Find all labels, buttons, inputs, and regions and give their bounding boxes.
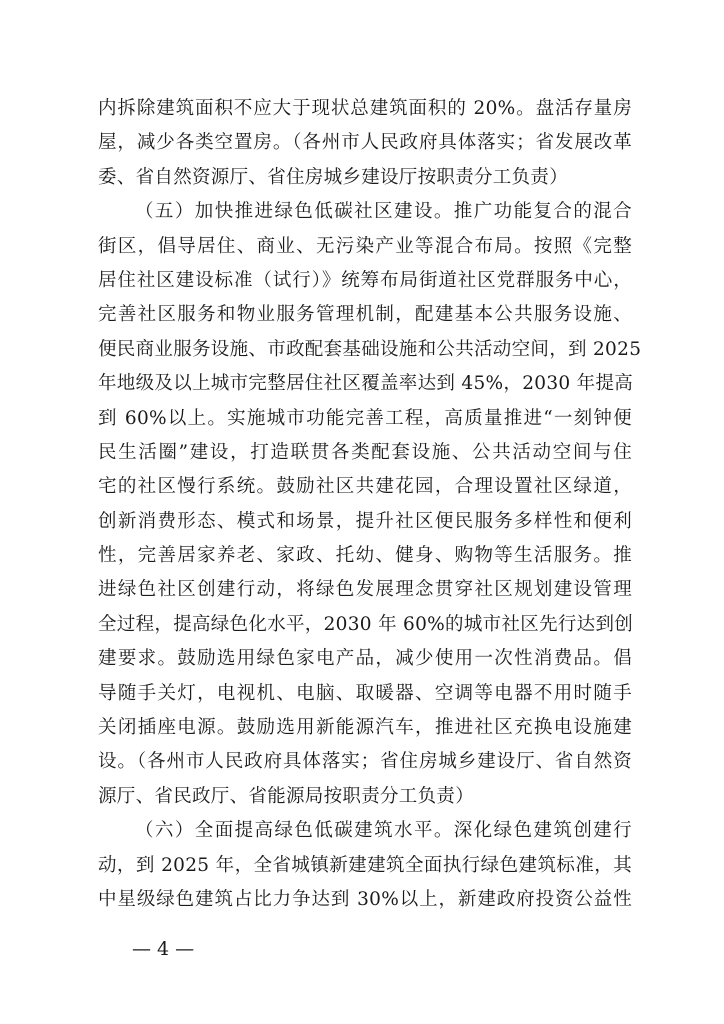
text-line: 便民商业服务设施、市政配套基础设施和公共活动空间，到 2025 bbox=[98, 338, 642, 360]
text-line: 街区，倡导居住、商业、无污染产业等混合布局。按照《完整 bbox=[98, 235, 632, 257]
text-line: 全过程，提高绿色化水平，2030 年 60%的城市社区先行达到创 bbox=[98, 613, 634, 635]
body-text bbox=[98, 92, 642, 917]
text-line: 创新消费形态、模式和场景，提升社区便民服务多样性和便利 bbox=[98, 510, 632, 532]
text-line: 完善社区服务和物业服务管理机制，配建基本公共服务设施、 bbox=[98, 304, 632, 326]
text-line: 屋，减少各类空置房。（各州市人民政府具体落实；省发展改革 bbox=[98, 132, 632, 154]
text-line: 建要求。鼓励选用绿色家电产品，减少使用一次性消费品。倡 bbox=[98, 648, 632, 670]
text-line: 设。（各州市人民政府具体落实；省住房城乡建设厅、省自然资 bbox=[98, 751, 632, 773]
text-line: 宅的社区慢行系统。鼓励社区共建花园，合理设置社区绿道， bbox=[98, 476, 632, 498]
text-line: 进绿色社区创建行动，将绿色发展理念贯穿社区规划建设管理 bbox=[98, 579, 632, 601]
text-line: 年地级及以上城市完整居住社区覆盖率达到 45%，2030 年提高 bbox=[98, 373, 634, 395]
page-number: — 4 — bbox=[132, 938, 195, 960]
text-line: 到 60%以上。实施城市功能完善工程，高质量推进“一刻钟便 bbox=[98, 407, 632, 429]
text-line: 动，到 2025 年，全省城镇新建建筑全面执行绿色建筑标准，其 bbox=[98, 854, 632, 876]
text-line: 民生活圈”建设，打造联贯各类配套设施、公共活动空间与住 bbox=[98, 441, 632, 463]
text-line: 中星级绿色建筑占比力争达到 30%以上，新建政府投资公益性 bbox=[98, 888, 632, 910]
text-line: 导随手关灯，电视机、电脑、取暖器、空调等电器不用时随手 bbox=[98, 682, 632, 704]
text-line: 内拆除建筑面积不应大于现状总建筑面积的 20%。盘活存量房 bbox=[98, 98, 632, 119]
section-five-first-line: （五）加快推进绿色低碳社区建设。推广功能复合的混合 bbox=[135, 201, 632, 223]
section-six-first-line: （六）全面提高绿色低碳建筑水平。深化绿色建筑创建行 bbox=[135, 820, 632, 842]
text-line: 关闭插座电源。鼓励选用新能源汽车，推进社区充换电设施建 bbox=[98, 717, 632, 739]
text-line: 居住社区建设标准（试行）》统筹布局街道社区党群服务中心， bbox=[98, 269, 632, 291]
text-line: 委、省自然资源厅、省住房城乡建设厅按职责分工负责） bbox=[98, 166, 569, 188]
text-line: 性，完善居家养老、家政、托幼、健身、购物等生活服务。推 bbox=[98, 545, 632, 567]
text-line: 源厅、省民政厅、省能源局按职责分工负责） bbox=[98, 785, 475, 807]
